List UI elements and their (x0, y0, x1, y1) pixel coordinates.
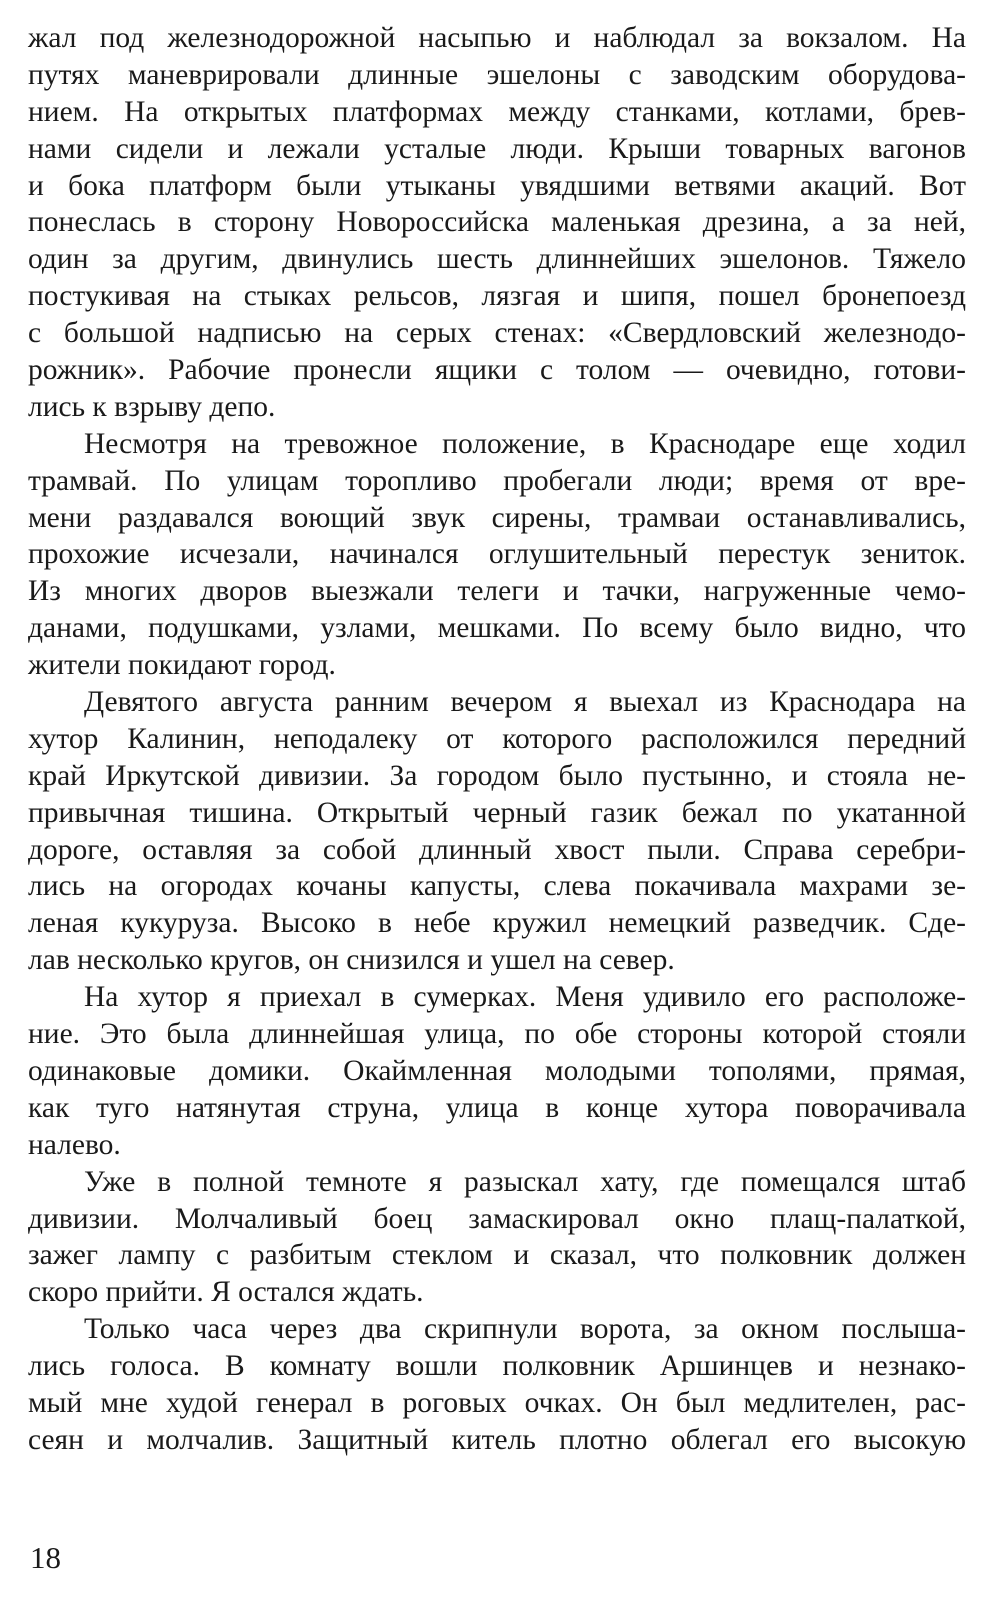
text-line: Из многих дворов выезжали телеги и тачки, нагруженные чемо- (28, 575, 966, 608)
text-line: рожник». Рабочие пронесли ящики с толом — очевидно, готови- (28, 354, 966, 387)
text-line: край Иркутской дивизии. За городом было пустынно, и стояла не- (28, 759, 966, 792)
text-line: налево. (28, 1128, 121, 1161)
text-line: зажег лампу с разбитым стеклом и сказал, что полковник должен (28, 1239, 966, 1272)
text-line: с большой надписью на серых стенах: «Свердловский железнодо- (28, 317, 966, 350)
text-line: нием. На открытых платформах между станками, котлами, брев- (28, 95, 966, 128)
text-line: дивизии. Молчаливый боец замаскировал окно плащ-палаткой, (28, 1202, 966, 1235)
text-line: привычная тишина. Открытый черный газик бежал по укатанной (28, 796, 966, 829)
paragraph (28, 979, 966, 1163)
text-line: лись на огородах кочаны капусты, слева покачивала махрами зе- (28, 870, 966, 903)
text-line: Уже в полной темноте я разыскал хату, где помещался штаб (84, 1165, 966, 1198)
text-line: прохожие исчезали, начинался оглушительный перестук зениток. (28, 538, 966, 571)
text-line: как туго натянутая струна, улица в конце хутора поворачивала (28, 1091, 966, 1124)
text-line: мый мне худой генерал в роговых очках. Он был медлителен, рас- (28, 1386, 966, 1419)
paragraph (28, 1311, 966, 1459)
text-line: Несмотря на тревожное положение, в Краснодаре еще ходил (84, 427, 966, 460)
text-line: постукивая на стыках рельсов, лязгая и шипя, пошел бронепоезд (28, 280, 966, 313)
text-line: леная кукуруза. Высоко в небе кружил немецкий разведчик. Сде- (28, 907, 966, 940)
text-line: один за другим, двинулись шесть длиннейших эшелонов. Тяжело (28, 243, 966, 276)
paragraph (28, 20, 966, 426)
book-page-body (28, 20, 966, 1459)
paragraph (28, 684, 966, 979)
text-line: нами сидели и лежали усталые люди. Крыши товарных вагонов (28, 132, 966, 165)
text-line: данами, подушками, узлами, мешками. По всему было видно, что (28, 612, 966, 645)
text-line: лись к взрыву депо. (28, 390, 276, 423)
text-line: лись голоса. В комнату вошли полковник Аршинцев и незнако- (28, 1350, 966, 1383)
page-number: 18 (30, 1540, 61, 1575)
text-line: путях маневрировали длинные эшелоны с заводским оборудова- (28, 58, 966, 91)
paragraph (28, 1164, 966, 1312)
text-line: жители покидают город. (28, 649, 336, 682)
text-line: скоро прийти. Я остался ждать. (28, 1276, 424, 1309)
text-line: хутор Калинин, неподалеку от которого расположился передний (28, 722, 966, 755)
text-line: На хутор я приехал в сумерках. Меня удивило его расположе- (84, 981, 966, 1014)
text-line: сеян и молчалив. Защитный китель плотно облегал его высокую (28, 1423, 966, 1456)
text-line: и бока платформ были утыканы увядшими ветвями акаций. Вот (28, 169, 966, 202)
text-line: понеслась в сторону Новороссийска маленькая дрезина, а за ней, (28, 206, 966, 239)
text-line: жал под железнодорожной насыпью и наблюдал за вокзалом. На (28, 22, 966, 54)
text-line: мени раздавался воющий звук сирены, трамваи останавливались, (28, 501, 966, 534)
text-line: Девятого августа ранним вечером я выехал из Краснодара на (84, 686, 966, 719)
paragraph (28, 426, 966, 684)
text-line: Только часа через два скрипнули ворота, за окном послыша- (84, 1313, 966, 1346)
text-line: дороге, оставляя за собой длинный хвост пыли. Справа серебри- (28, 833, 966, 866)
text-line: трамвай. По улицам торопливо пробегали люди; время от вре- (28, 464, 966, 497)
text-line: ние. Это была длиннейшая улица, по обе стороны которой стояли (28, 1018, 966, 1051)
text-line: одинаковые домики. Окаймленная молодыми тополями, прямая, (28, 1054, 966, 1087)
text-line: лав несколько кругов, он снизился и ушел на север. (28, 944, 675, 977)
